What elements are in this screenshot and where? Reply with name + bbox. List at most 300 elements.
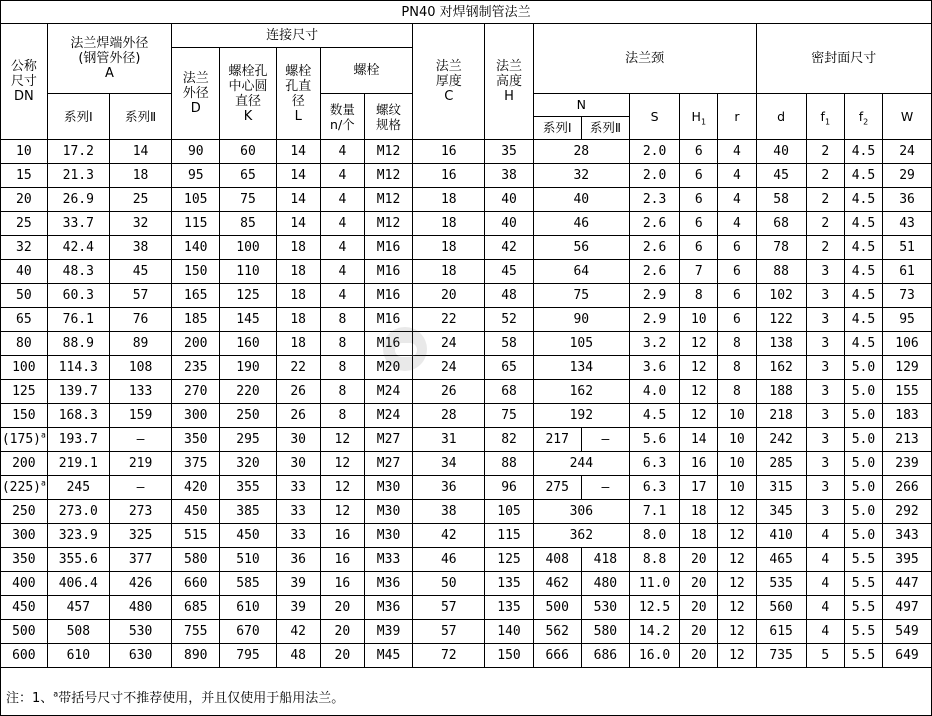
- cell-l: 18: [276, 308, 320, 332]
- cell-w: 395: [883, 548, 931, 572]
- cell-h: 88: [485, 452, 533, 476]
- cell-w: 73: [883, 284, 931, 308]
- cell-a2: —: [109, 428, 171, 452]
- table-row: [1, 284, 931, 308]
- header-h1: $H_1$: [680, 94, 718, 140]
- cell-d: 660: [172, 572, 220, 596]
- cell-a2: 32: [109, 212, 171, 236]
- cell-a2: 14: [109, 140, 171, 164]
- cell-k: 220: [220, 380, 276, 404]
- cell-f1: 3: [806, 428, 844, 452]
- table-title: PN40 对焊钢制管法兰: [1, 1, 931, 24]
- cell-n: 20: [320, 620, 364, 644]
- header-flange-neck: 法兰颈: [533, 24, 756, 94]
- table-row: [1, 140, 931, 164]
- cell-w: 95: [883, 308, 931, 332]
- cell-h1: 6: [680, 164, 718, 188]
- cell-w: 239: [883, 452, 931, 476]
- header-bolt-circle: 螺栓孔 中心圆 直径 K: [220, 48, 276, 140]
- cell-thread: M12: [364, 140, 412, 164]
- cell-a2: —: [109, 476, 171, 500]
- cell-c: 22: [413, 308, 485, 332]
- cell-f2: 5.0: [844, 524, 882, 548]
- cell-k: 295: [220, 428, 276, 452]
- cell-w: 43: [883, 212, 931, 236]
- cell-s: 8.8: [630, 548, 680, 572]
- cell-dn: 32: [1, 236, 47, 260]
- table-row: [1, 308, 931, 332]
- cell-n: 46: [533, 212, 629, 236]
- cell-d: 315: [756, 476, 806, 500]
- cell-f1: 5: [806, 644, 844, 668]
- cell-c: 26: [413, 380, 485, 404]
- cell-a1: 508: [47, 620, 109, 644]
- cell-f1: 4: [806, 572, 844, 596]
- header-sealing-face: 密封面尺寸: [756, 24, 931, 94]
- cell-c: 38: [413, 500, 485, 524]
- cell-a1: 168.3: [47, 404, 109, 428]
- cell-w: 266: [883, 476, 931, 500]
- cell-r: 6: [718, 260, 756, 284]
- cell-f1: 3: [806, 500, 844, 524]
- cell-c: 18: [413, 260, 485, 284]
- cell-n: 162: [533, 380, 629, 404]
- cell-n1: 275: [533, 476, 581, 500]
- cell-d: 138: [756, 332, 806, 356]
- cell-n2: 530: [581, 596, 629, 620]
- cell-n: 64: [533, 260, 629, 284]
- cell-s: 2.3: [630, 188, 680, 212]
- cell-n: 12: [320, 428, 364, 452]
- cell-n2: —: [581, 476, 629, 500]
- cell-r: 4: [718, 212, 756, 236]
- flange-dimension-table: [1, 1, 931, 668]
- cell-a1: 17.2: [47, 140, 109, 164]
- cell-thread: M12: [364, 212, 412, 236]
- cell-l: 33: [276, 476, 320, 500]
- cell-h: 125: [485, 548, 533, 572]
- cell-f2: 4.5: [844, 308, 882, 332]
- cell-a1: 245: [47, 476, 109, 500]
- cell-s: 2.0: [630, 140, 680, 164]
- cell-thread: M12: [364, 164, 412, 188]
- cell-c: 42: [413, 524, 485, 548]
- cell-s: 12.5: [630, 596, 680, 620]
- cell-d: 165: [172, 284, 220, 308]
- cell-r: 10: [718, 404, 756, 428]
- cell-f2: 4.5: [844, 260, 882, 284]
- cell-f2: 5.5: [844, 548, 882, 572]
- cell-f2: 5.5: [844, 644, 882, 668]
- cell-a2: 480: [109, 596, 171, 620]
- cell-l: 18: [276, 332, 320, 356]
- cell-n: 4: [320, 212, 364, 236]
- cell-d: 465: [756, 548, 806, 572]
- cell-s: 2.6: [630, 260, 680, 284]
- cell-f1: 2: [806, 212, 844, 236]
- cell-h1: 7: [680, 260, 718, 284]
- cell-n1: 408: [533, 548, 581, 572]
- cell-l: 33: [276, 500, 320, 524]
- cell-h1: 10: [680, 308, 718, 332]
- cell-c: 20: [413, 284, 485, 308]
- cell-d: 515: [172, 524, 220, 548]
- cell-n: 28: [533, 140, 629, 164]
- cell-s: 5.6: [630, 428, 680, 452]
- cell-k: 125: [220, 284, 276, 308]
- cell-dn: 450: [1, 596, 47, 620]
- cell-thread: M27: [364, 428, 412, 452]
- header-flange-od: 法兰 外径 D: [172, 48, 220, 140]
- cell-thread: M24: [364, 404, 412, 428]
- cell-d: 560: [756, 596, 806, 620]
- table-row: [1, 548, 931, 572]
- cell-d: 58: [756, 188, 806, 212]
- header-bolt-count: 数量 n/个: [320, 94, 364, 140]
- cell-n: 8: [320, 356, 364, 380]
- table-row: [1, 596, 931, 620]
- table-row: [1, 188, 931, 212]
- cell-thread: M39: [364, 620, 412, 644]
- cell-k: 190: [220, 356, 276, 380]
- cell-a1: 355.6: [47, 548, 109, 572]
- cell-dn: 250: [1, 500, 47, 524]
- cell-a1: 21.3: [47, 164, 109, 188]
- header-bolt-hole: 螺栓 孔直 径 L: [276, 48, 320, 140]
- cell-w: 36: [883, 188, 931, 212]
- cell-thread: M24: [364, 380, 412, 404]
- cell-r: 8: [718, 332, 756, 356]
- cell-l: 14: [276, 212, 320, 236]
- cell-d: 375: [172, 452, 220, 476]
- cell-f2: 5.0: [844, 356, 882, 380]
- cell-n: 12: [320, 476, 364, 500]
- cell-s: 2.9: [630, 308, 680, 332]
- cell-d: 162: [756, 356, 806, 380]
- cell-l: 39: [276, 596, 320, 620]
- cell-l: 26: [276, 380, 320, 404]
- cell-f2: 5.0: [844, 500, 882, 524]
- cell-w: 61: [883, 260, 931, 284]
- cell-n: 16: [320, 548, 364, 572]
- cell-a1: 273.0: [47, 500, 109, 524]
- cell-r: 12: [718, 596, 756, 620]
- cell-n: 75: [533, 284, 629, 308]
- cell-k: 670: [220, 620, 276, 644]
- header-d: d: [756, 94, 806, 140]
- header-thread: 螺纹 规格: [364, 94, 412, 140]
- cell-s: 7.1: [630, 500, 680, 524]
- header-series-2: 系列Ⅱ: [109, 94, 171, 140]
- cell-a2: 530: [109, 620, 171, 644]
- cell-f2: 5.5: [844, 596, 882, 620]
- cell-s: 16.0: [630, 644, 680, 668]
- cell-d: 150: [172, 260, 220, 284]
- cell-w: 213: [883, 428, 931, 452]
- cell-h: 42: [485, 236, 533, 260]
- cell-dn: $(175)^a$: [1, 428, 47, 452]
- cell-h1: 6: [680, 212, 718, 236]
- cell-a2: 325: [109, 524, 171, 548]
- cell-d: 200: [172, 332, 220, 356]
- cell-s: 6.3: [630, 476, 680, 500]
- cell-h: 58: [485, 332, 533, 356]
- cell-n2: 686: [581, 644, 629, 668]
- cell-h: 40: [485, 188, 533, 212]
- cell-r: 6: [718, 284, 756, 308]
- cell-n: 4: [320, 236, 364, 260]
- cell-n: 16: [320, 572, 364, 596]
- cell-dn: 400: [1, 572, 47, 596]
- cell-dn: 100: [1, 356, 47, 380]
- cell-c: 16: [413, 164, 485, 188]
- cell-d: 755: [172, 620, 220, 644]
- cell-a1: 26.9: [47, 188, 109, 212]
- cell-thread: M30: [364, 500, 412, 524]
- cell-l: 33: [276, 524, 320, 548]
- cell-f1: 4: [806, 620, 844, 644]
- cell-f2: 5.0: [844, 452, 882, 476]
- cell-k: 585: [220, 572, 276, 596]
- cell-f2: 4.5: [844, 332, 882, 356]
- cell-h: 45: [485, 260, 533, 284]
- cell-f2: 4.5: [844, 164, 882, 188]
- cell-h: 65: [485, 356, 533, 380]
- cell-d: 95: [172, 164, 220, 188]
- cell-n2: 418: [581, 548, 629, 572]
- cell-k: 320: [220, 452, 276, 476]
- header-f2: $f_2$: [844, 94, 882, 140]
- cell-n1: 562: [533, 620, 581, 644]
- cell-a1: 219.1: [47, 452, 109, 476]
- cell-n: 8: [320, 332, 364, 356]
- cell-f2: 4.5: [844, 284, 882, 308]
- cell-r: 4: [718, 164, 756, 188]
- cell-h1: 12: [680, 356, 718, 380]
- cell-d: 580: [172, 548, 220, 572]
- table-row: [1, 212, 931, 236]
- cell-f1: 3: [806, 356, 844, 380]
- cell-d: 185: [172, 308, 220, 332]
- cell-f2: 4.5: [844, 212, 882, 236]
- cell-d: 890: [172, 644, 220, 668]
- cell-thread: M30: [364, 476, 412, 500]
- cell-d: 615: [756, 620, 806, 644]
- cell-a1: 139.7: [47, 380, 109, 404]
- cell-f1: 2: [806, 164, 844, 188]
- cell-a2: 377: [109, 548, 171, 572]
- cell-f1: 3: [806, 308, 844, 332]
- cell-dn: 25: [1, 212, 47, 236]
- cell-f2: 5.0: [844, 380, 882, 404]
- cell-thread: M16: [364, 284, 412, 308]
- cell-d: 242: [756, 428, 806, 452]
- cell-a2: 18: [109, 164, 171, 188]
- cell-h: 135: [485, 596, 533, 620]
- cell-w: 29: [883, 164, 931, 188]
- cell-l: 22: [276, 356, 320, 380]
- cell-h1: 12: [680, 404, 718, 428]
- cell-a1: 406.4: [47, 572, 109, 596]
- cell-k: 610: [220, 596, 276, 620]
- cell-k: 160: [220, 332, 276, 356]
- cell-n1: 500: [533, 596, 581, 620]
- header-connection-dimensions: 连接尺寸: [172, 24, 413, 48]
- cell-r: 6: [718, 308, 756, 332]
- cell-n: 12: [320, 452, 364, 476]
- cell-dn: 10: [1, 140, 47, 164]
- cell-k: 75: [220, 188, 276, 212]
- cell-s: 4.0: [630, 380, 680, 404]
- cell-f1: 2: [806, 140, 844, 164]
- cell-f1: 3: [806, 260, 844, 284]
- cell-k: 385: [220, 500, 276, 524]
- cell-h: 135: [485, 572, 533, 596]
- cell-k: 355: [220, 476, 276, 500]
- cell-h1: 12: [680, 332, 718, 356]
- cell-thread: M27: [364, 452, 412, 476]
- cell-h1: 20: [680, 620, 718, 644]
- cell-n: 40: [533, 188, 629, 212]
- cell-thread: M36: [364, 572, 412, 596]
- cell-h: 150: [485, 644, 533, 668]
- cell-h1: 6: [680, 140, 718, 164]
- cell-n: 56: [533, 236, 629, 260]
- cell-a2: 133: [109, 380, 171, 404]
- cell-d: 88: [756, 260, 806, 284]
- cell-h1: 8: [680, 284, 718, 308]
- cell-n2: 580: [581, 620, 629, 644]
- cell-l: 42: [276, 620, 320, 644]
- cell-f1: 3: [806, 380, 844, 404]
- cell-n: 4: [320, 140, 364, 164]
- cell-d: 218: [756, 404, 806, 428]
- cell-c: 57: [413, 596, 485, 620]
- cell-w: 51: [883, 236, 931, 260]
- table-row: [1, 428, 931, 452]
- table-row: [1, 572, 931, 596]
- cell-c: 31: [413, 428, 485, 452]
- table-row: [1, 356, 931, 380]
- cell-d: 420: [172, 476, 220, 500]
- table-row: [1, 476, 931, 500]
- cell-c: 24: [413, 332, 485, 356]
- cell-a2: 25: [109, 188, 171, 212]
- cell-thread: M45: [364, 644, 412, 668]
- cell-n: 20: [320, 596, 364, 620]
- cell-h1: 14: [680, 428, 718, 452]
- cell-thread: M30: [364, 524, 412, 548]
- cell-a2: 273: [109, 500, 171, 524]
- cell-a2: 630: [109, 644, 171, 668]
- cell-a2: 159: [109, 404, 171, 428]
- cell-w: 343: [883, 524, 931, 548]
- cell-a1: 457: [47, 596, 109, 620]
- cell-r: 12: [718, 548, 756, 572]
- table-row: [1, 404, 931, 428]
- cell-n1: 462: [533, 572, 581, 596]
- cell-s: 4.5: [630, 404, 680, 428]
- cell-d: 300: [172, 404, 220, 428]
- table-body: [1, 140, 931, 668]
- cell-r: 8: [718, 356, 756, 380]
- cell-h: 52: [485, 308, 533, 332]
- cell-n: 362: [533, 524, 629, 548]
- cell-r: 10: [718, 452, 756, 476]
- cell-a1: 323.9: [47, 524, 109, 548]
- cell-k: 510: [220, 548, 276, 572]
- cell-h1: 20: [680, 572, 718, 596]
- header-flange-thickness: 法兰 厚度 C: [413, 24, 485, 140]
- cell-h1: 12: [680, 380, 718, 404]
- cell-c: 16: [413, 140, 485, 164]
- cell-k: 65: [220, 164, 276, 188]
- cell-n: 4: [320, 284, 364, 308]
- cell-h1: 18: [680, 500, 718, 524]
- table-row: [1, 644, 931, 668]
- cell-n: 4: [320, 188, 364, 212]
- cell-a1: 48.3: [47, 260, 109, 284]
- cell-h1: 16: [680, 452, 718, 476]
- cell-f1: 4: [806, 596, 844, 620]
- cell-n1: 217: [533, 428, 581, 452]
- footnote: 注：1、$^a$带括号尺寸不推荐使用，并且仅使用于船用法兰。: [6, 689, 345, 706]
- cell-l: 26: [276, 404, 320, 428]
- cell-thread: M36: [364, 596, 412, 620]
- header-neck-n: N 系列Ⅰ 系列Ⅱ: [533, 94, 629, 140]
- header-n-series-1: 系列Ⅰ: [534, 117, 582, 139]
- cell-d: 102: [756, 284, 806, 308]
- cell-dn: 125: [1, 380, 47, 404]
- cell-h: 40: [485, 212, 533, 236]
- cell-d: 410: [756, 524, 806, 548]
- cell-h: 35: [485, 140, 533, 164]
- cell-thread: M16: [364, 308, 412, 332]
- cell-n: 90: [533, 308, 629, 332]
- cell-c: 18: [413, 188, 485, 212]
- cell-h: 68: [485, 380, 533, 404]
- cell-k: 450: [220, 524, 276, 548]
- table-row: [1, 380, 931, 404]
- cell-a2: 219: [109, 452, 171, 476]
- cell-f1: 4: [806, 524, 844, 548]
- cell-r: 12: [718, 572, 756, 596]
- cell-a2: 108: [109, 356, 171, 380]
- cell-dn: 40: [1, 260, 47, 284]
- cell-d: 105: [172, 188, 220, 212]
- cell-c: 72: [413, 644, 485, 668]
- cell-c: 46: [413, 548, 485, 572]
- cell-h1: 6: [680, 188, 718, 212]
- cell-dn: $(225)^a$: [1, 476, 47, 500]
- cell-dn: 20: [1, 188, 47, 212]
- cell-n: 192: [533, 404, 629, 428]
- cell-n: 8: [320, 404, 364, 428]
- cell-f1: 4: [806, 548, 844, 572]
- cell-h1: 6: [680, 236, 718, 260]
- cell-dn: 300: [1, 524, 47, 548]
- cell-l: 39: [276, 572, 320, 596]
- table-row: [1, 332, 931, 356]
- cell-f2: 5.0: [844, 476, 882, 500]
- cell-a2: 426: [109, 572, 171, 596]
- cell-d: 115: [172, 212, 220, 236]
- cell-r: 12: [718, 500, 756, 524]
- cell-l: 30: [276, 452, 320, 476]
- cell-a1: 76.1: [47, 308, 109, 332]
- cell-l: 36: [276, 548, 320, 572]
- cell-w: 129: [883, 356, 931, 380]
